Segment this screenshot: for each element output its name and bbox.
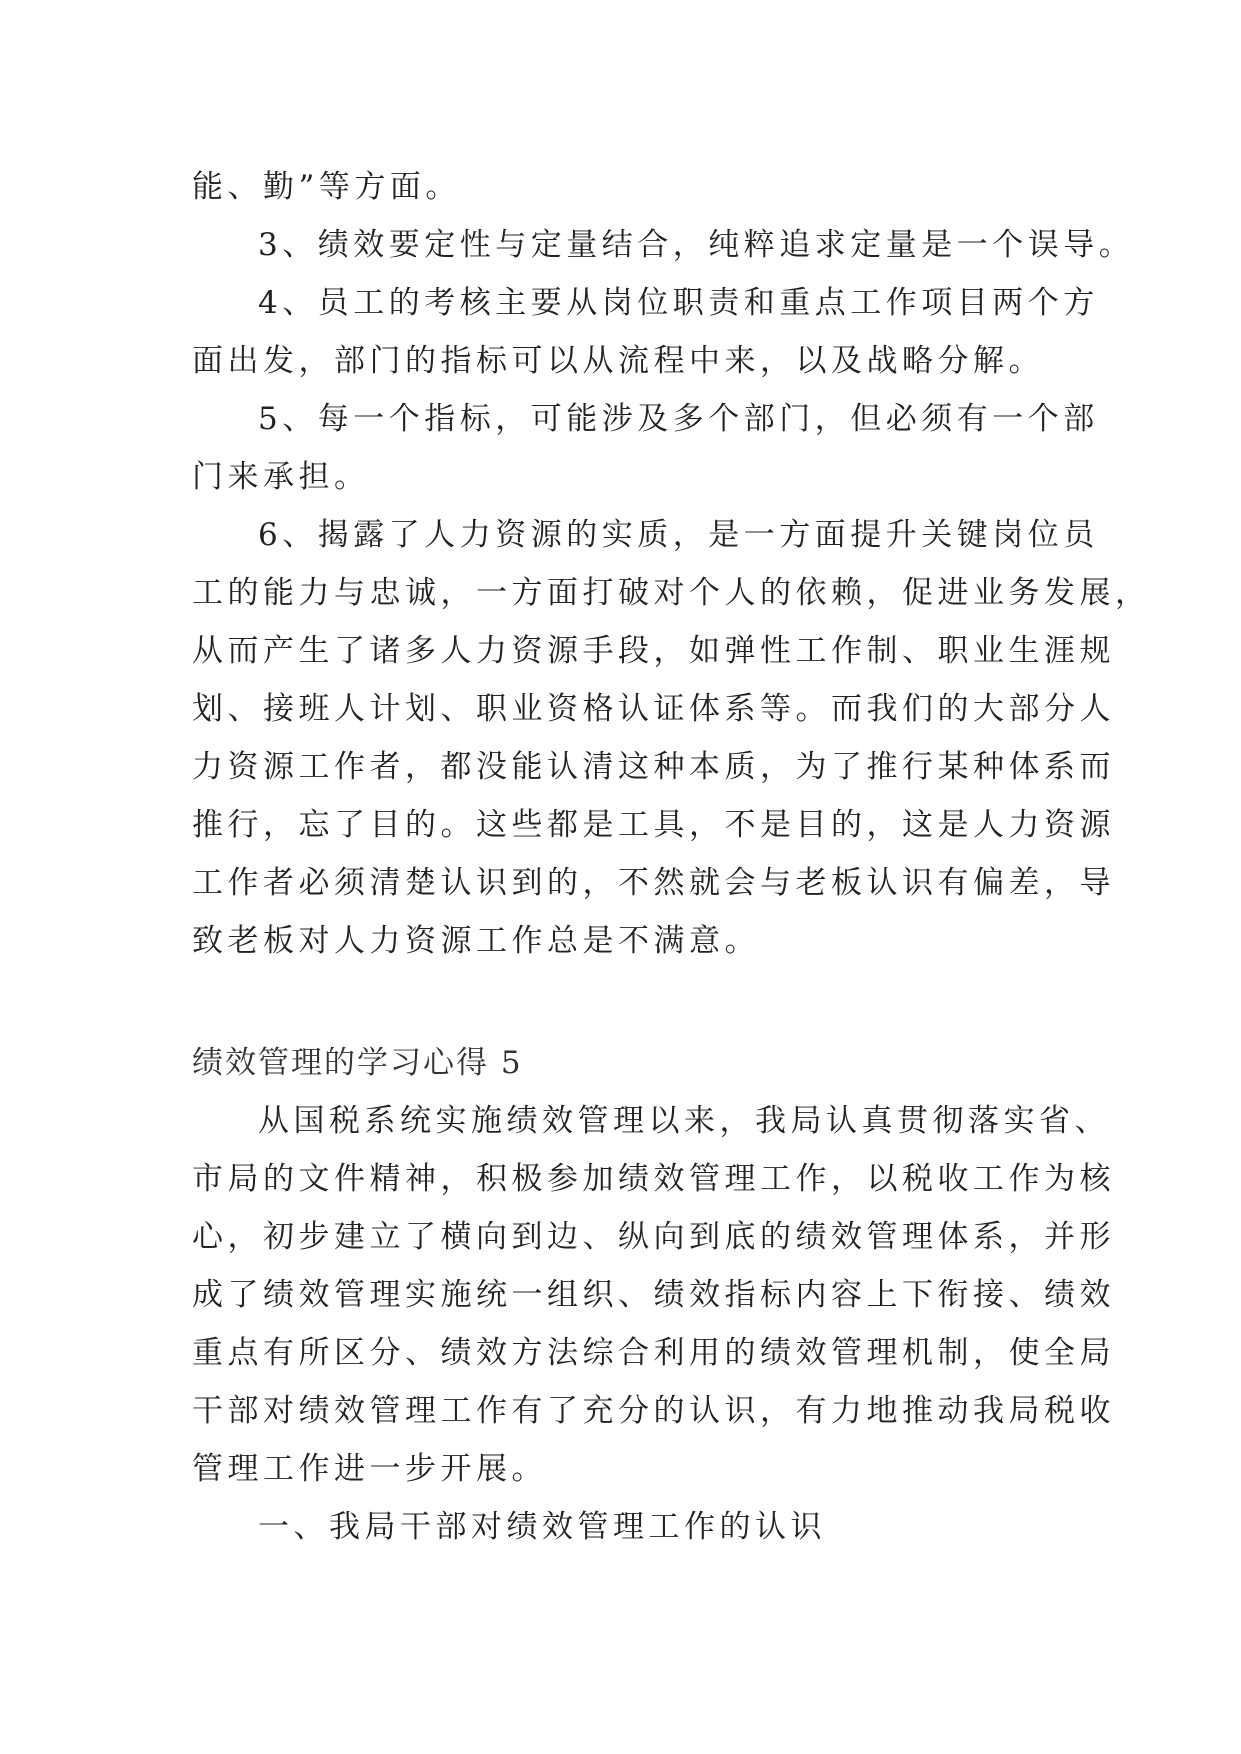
text-line: 面出发，部门的指标可以从流程中来，以及战略分解。: [192, 343, 1044, 379]
text-line: 成了绩效管理实施统一组织、绩效指标内容上下衔接、绩效: [192, 1277, 1115, 1313]
text-line: 工的能力与忠诚，一方面打破对个人的依赖，促进业务发展，: [192, 575, 1151, 611]
paragraph-group-top: [192, 158, 1151, 970]
paragraph: [192, 1498, 1062, 1556]
text-line: 力资源工作者，都没能认清这种本质，为了推行某种体系而: [192, 749, 1115, 785]
text-line: 从而产生了诸多人力资源手段，如弹性工作制、职业生涯规: [192, 633, 1115, 669]
text-line: 重点有所区分、绩效方法综合利用的绩效管理机制，使全局: [192, 1335, 1115, 1371]
text-line: 能、勤”等方面。: [192, 169, 461, 205]
paragraph: [192, 216, 1135, 274]
section-title: 绩效管理的学习心得 5: [192, 1045, 523, 1081]
text-line: 5、每一个指标，可能涉及多个部门，但必须有一个部: [258, 401, 1099, 437]
paragraph: [192, 506, 1151, 970]
text-line: 市局的文件精神，积极参加绩效管理工作，以税收工作为核: [192, 1161, 1115, 1197]
text-line: 推行，忘了目的。这些都是工具，不是目的，这是人力资源: [192, 807, 1115, 843]
text-line: 6、揭露了人力资源的实质，是一方面提升关键岗位员: [258, 517, 1099, 553]
text-line: 心，初步建立了横向到边、纵向到底的绩效管理体系，并形: [192, 1219, 1115, 1255]
text-line: 3、绩效要定性与定量结合，纯粹追求定量是一个误导。: [258, 227, 1135, 263]
text-line: 管理工作进一步开展。: [192, 1451, 547, 1487]
paragraph: [192, 1092, 1115, 1498]
paragraph: [192, 158, 1062, 216]
paragraph-group-bottom: [192, 1092, 1115, 1556]
text-line: 4、员工的考核主要从岗位职责和重点工作项目两个方: [258, 285, 1099, 321]
text-line: 致老板对人力资源工作总是不满意。: [192, 923, 760, 959]
text-line: 从国税系统实施绩效管理以来，我局认真贯彻落实省、: [258, 1103, 1110, 1139]
paragraph: [192, 390, 1099, 506]
text-line: 干部对绩效管理工作有了充分的认识，有力地推动我局税收: [192, 1393, 1115, 1429]
text-line: 划、接班人计划、职业资格认证体系等。而我们的大部分人: [192, 691, 1115, 727]
paragraph: [192, 274, 1099, 390]
text-line: 一、我局干部对绩效管理工作的认识: [258, 1509, 826, 1545]
text-line: 工作者必须清楚认识到的，不然就会与老板认识有偏差，导: [192, 865, 1115, 901]
text-line: 门来承担。: [192, 459, 370, 495]
document-body: [192, 158, 1151, 1556]
